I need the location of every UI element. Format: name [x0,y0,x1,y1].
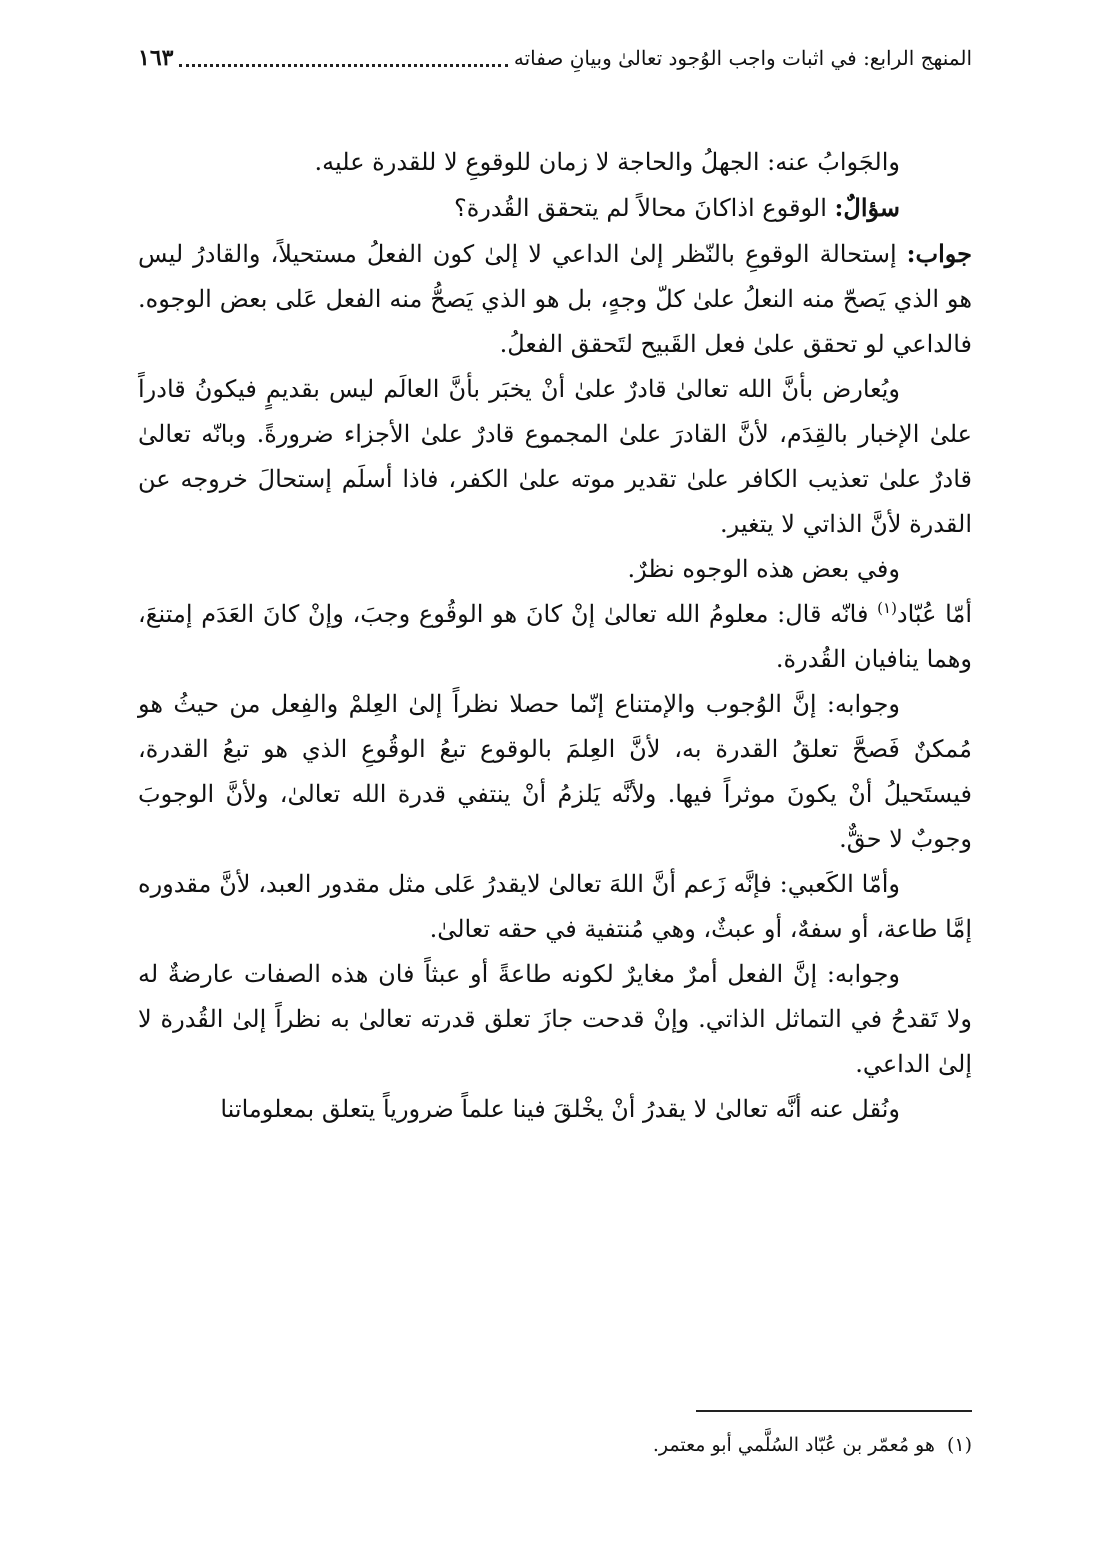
footnote-divider [696,1410,972,1412]
question-text: الوقوع اذاكانَ محالاً لم يتحقق القُدرة؟ [453,194,835,222]
paragraph-reply-abbad: وجوابه: إنَّ الوُجوب والإمتناع إنّما حصلا نظراً إلىٰ العِلمْ والفِعل من حيثُ هو مُمكنٌ فَصحَّ تعلقُ القدرة به، لأنَّ العِلمَ بالوقوع تبعُ الوقُوعِ الذي هو تبعُ القدرة، فيستَحيلُ أنْ يكونَ موثراً فيها. ولأنَّه يَلزمُ أنْ ينتفي قدرة الله تعالىٰ، ولأنَّ الوجوبَ وجوبٌ لا حقٌّ. [138,690,972,853]
page-number: ١٦٣ [138,45,174,71]
running-header [138,38,972,78]
paragraph-abbad [138,592,972,682]
paragraph-question [138,185,972,231]
paragraph-answer-2 [138,231,972,367]
paragraph-answer-1: والجَوابُ عنه: الجهلُ والحاجة لا زمان للوقوعِ لا للقدرة عليه. [314,148,900,176]
paragraph-remark: وفي بعض هذه الوجوه نظرٌ. [627,555,900,583]
paragraph-objection: ويُعارض بأنَّ الله تعالىٰ قادرٌ علىٰ أنْ يخبَر بأنَّ العالَم ليس بقديمٍ فيكونُ قادراً علىٰ الإخبار بالقِدَم، لأنَّ القادرَ علىٰ المجموع قادرٌ علىٰ الأجزاء ضرورةً. وبانّه تعالىٰ قادرٌ علىٰ تعذيب الكافر علىٰ تقدير موته علىٰ الكفر، فاذا أسلَم إستحالَ خروجه عن القدرة لأنَّ الذاتي لا يتغير. [138,375,972,538]
abbad-text: فانّه قال: معلومُ الله تعالىٰ إنْ كانَ هو الوقُوع وجبَ، وإنْ كانَ العَدَم إمتنعَ، وهما ينافيان القُدرة. [138,600,972,673]
footnote-mark: (١) [946,1434,972,1456]
question-label: سؤالٌ: [834,193,900,222]
header-dot-leader [179,44,507,67]
header-title: المنهج الرابع: في اثبات واجب الوُجود تعالىٰ وبيانِ صفاته [513,46,972,70]
paragraph-reported: ونُقل عنه أنَّه تعالىٰ لا يقدرُ أنْ يخْلقَ فينا علماً ضرورياً يتعلق بمعلوماتنا [220,1095,900,1123]
footnote-reference: (١) [877,599,897,617]
paragraph-reply-kabi: وجوابه: إنَّ الفعل أمرٌ مغايرٌ لكونه طاعةً أو عبثاً فان هذه الصفات عارضةٌ له ولا تَقدحُ في التماثل الذاتي. وإنْ قدحت جازَ تعلق قدرته تعالىٰ به نظراً إلىٰ القُدرة لا إلىٰ الداعي. [138,960,972,1078]
paragraph-kabi: وأمّا الكَعبي: فإنَّه زَعم أنَّ اللهَ تعالىٰ لايقدرُ عَلى مثل مقدور العبد، لأنَّ مقدوره إمَّا طاعة، أو سفهٌ، أو عبثٌ، وهي مُنتفية في حقه تعالىٰ. [138,870,972,943]
body-text [138,140,972,1132]
footnote [138,1430,972,1460]
footnote-text: هو مُعمّر بن عُبّاد السُلَّمي أبو معتمر. [652,1434,935,1456]
answer-text: إستحالة الوقوعِ بالنّظر إلىٰ الداعي لا إلىٰ كون الفعلُ مستحيلاً، والقادرُ ليس هو الذي يَصحّ منه النعلُ علىٰ كلّ وجهٍ، بل هو الذي يَصحُّ منه الفعل عَلى بعض الوجوه. فالداعي لو تحقق علىٰ فعل القَبيح لتَحقق الفعلُ. [138,240,972,358]
answer-label: جواب: [906,239,972,268]
abbad-name: أمّا عُبّاد [896,600,972,628]
